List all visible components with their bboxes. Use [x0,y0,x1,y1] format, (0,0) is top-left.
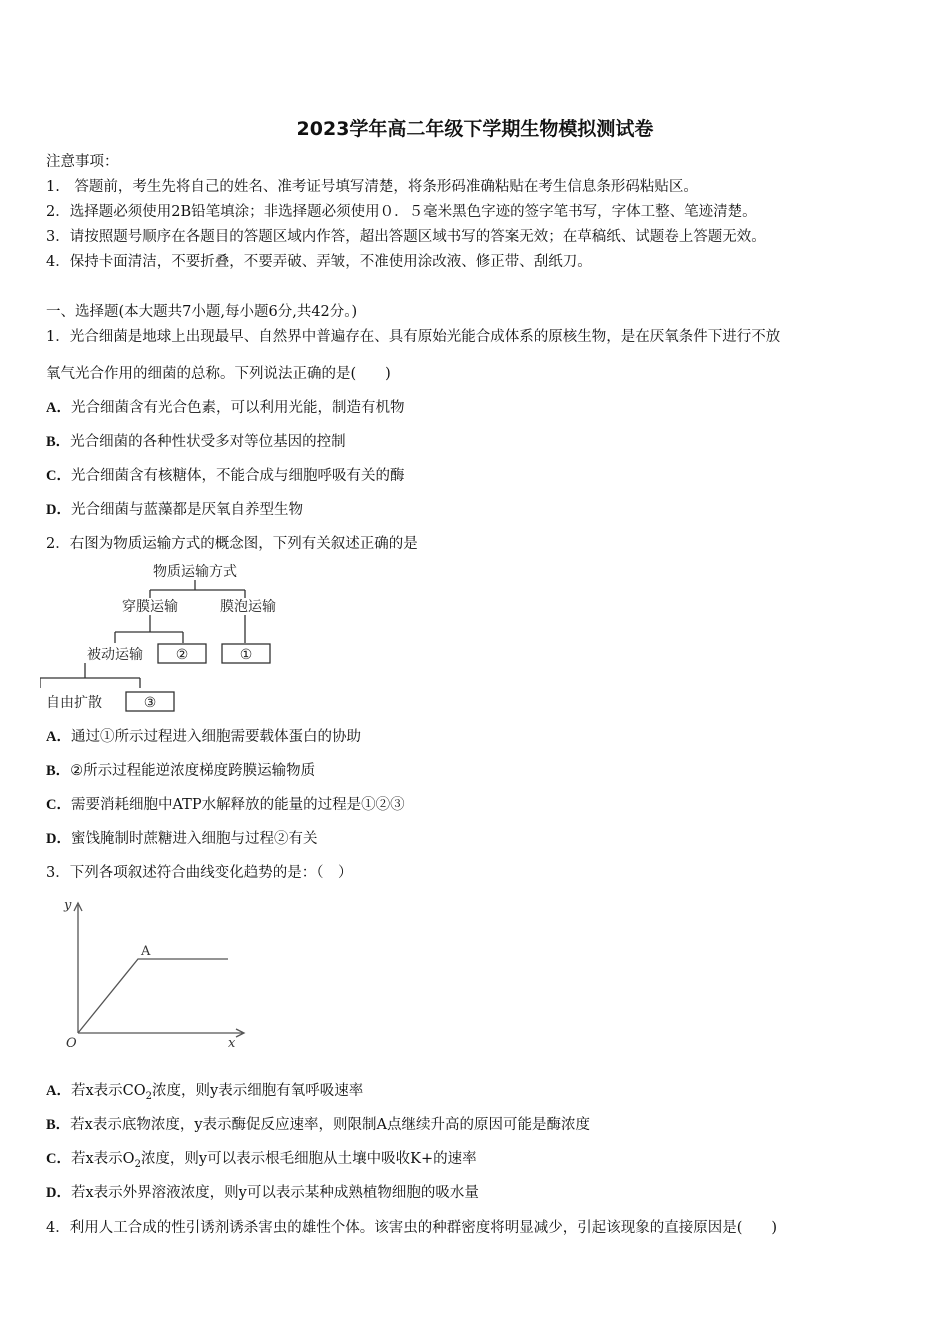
notice-item-3: 3．请按照题号顺序在各题目的答题区域内作答，超出答题区域书写的答案无效；在草稿纸、试题卷上答题无效。 [46,229,766,245]
graph-origin-label: O [66,1036,77,1051]
q4-stem: 4．利用人工合成的性引诱剂诱杀害虫的雄性个体。该害虫的种群密度将明显减少，引起该现象的直接原因是( ) [46,1220,778,1236]
q1-stem-line1: 1．光合细菌是地球上出现最早、自然界中普遍存在、具有原始光能合成体系的原核生物，是在厌氧条件下进行不放 [46,329,781,345]
q1-option-c: C．光合细菌含有核糖体，不能合成与细胞呼吸有关的酶 [46,468,405,484]
curve-line [78,959,228,1033]
q2-option-d: D．蜜饯腌制时蔗糖进入细胞与过程②有关 [46,831,318,847]
diagram-circle-1: ① [239,647,253,663]
q3-option-d: D．若x表示外界溶液浓度，则y可以表示某种成熟植物细胞的吸水量 [46,1185,479,1201]
diagram-passive-label: 被动运输 [87,647,143,663]
q2-option-a: A．通过①所示过程进入细胞需要载体蛋白的协助 [46,729,361,745]
section-heading: 一、选择题(本大题共7小题,每小题6分,共42分。) [46,304,358,320]
graph-y-label: y [64,898,72,913]
graph-x-label: x [228,1036,236,1051]
q3-option-b: B．若x表示底物浓度，y表示酶促反应速率，则限制A点继续升高的原因可能是酶浓度 [46,1117,591,1133]
transport-concept-diagram [40,560,300,720]
q1-option-d: D．光合细菌与蓝藻都是厌氧自养型生物 [46,502,303,518]
curve-graph [58,895,258,1055]
diagram-circle-2: ② [175,647,189,663]
diagram-diffusion-label: 自由扩散 [46,695,102,711]
q1-option-b: B．光合细菌的各种性状受多对等位基因的控制 [46,434,346,450]
notice-heading: 注意事项： [46,154,119,170]
diagram-vesicle-label: 膜泡运输 [220,599,276,615]
q3-stem: 3．下列各项叙述符合曲线变化趋势的是：（ ） [46,865,353,881]
q3-option-a: A．若x表示$CO_2$浓度，则y表示细胞有氧呼吸速率 [46,1083,364,1102]
notice-item-1: 1. 答题前，考生先将自己的姓名、准考证号填写清楚，将条形码准确粘贴在考生信息条形码粘贴区。 [46,179,698,195]
diagram-root-label: 物质运输方式 [153,564,237,580]
diagram-transmembrane-label: 穿膜运输 [122,599,178,615]
q2-option-c: C．需要消耗细胞中ATP水解释放的能量的过程是①②③ [46,797,405,813]
graph-point-a-label: A [141,944,151,959]
q2-option-b: B．②所示过程能逆浓度梯度跨膜运输物质 [46,763,316,779]
page-title: 2023学年高二年级下学期生物模拟测试卷 [296,118,654,140]
q2-stem: 2．右图为物质运输方式的概念图，下列有关叙述正确的是 [46,536,418,552]
q1-option-a: A．光合细菌含有光合色素，可以利用光能，制造有机物 [46,400,405,416]
notice-item-4: 4．保持卡面清洁，不要折叠，不要弄破、弄皱，不准使用涂改液、修正带、刮纸刀。 [46,254,592,270]
diagram-circle-3: ③ [143,695,157,711]
notice-item-2: 2．选择题必须使用2B铅笔填涂；非选择题必须使用０．５毫米黑色字迹的签字笔书写，字体工整、笔迹清楚。 [46,204,757,220]
q3-option-c: C．若x表示$O_2$浓度，则y可以表示根毛细胞从土壤中吸收K+的速率 [46,1151,477,1170]
q1-stem-line2: 氧气光合作用的细菌的总称。下列说法正确的是( ) [46,366,391,382]
